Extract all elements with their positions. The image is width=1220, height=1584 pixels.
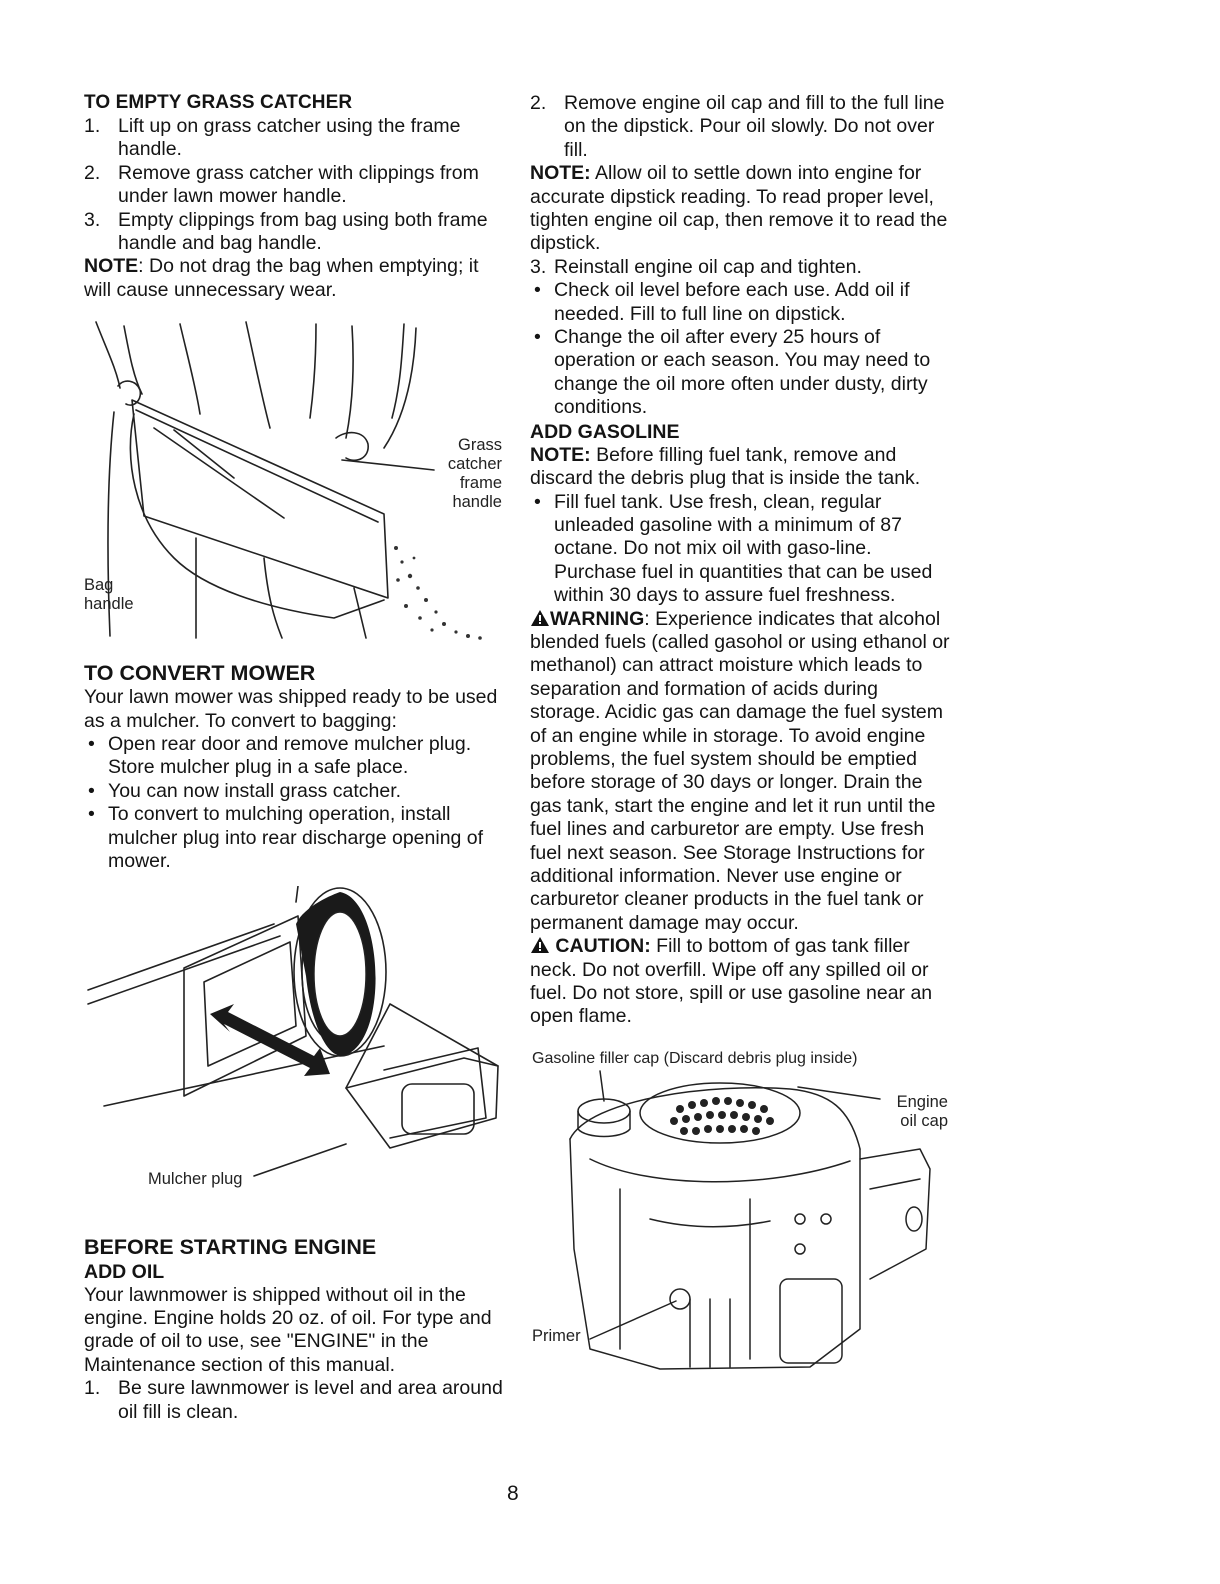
list-item [530, 256, 950, 279]
step-number: 1. [84, 115, 101, 137]
list-item: • You can now install grass catcher. [88, 779, 402, 802]
add-oil-paragraph: Your lawnmower is shipped without oil in the engine. Engine holds 20 oz. of oil. For type and grade of oil to use, see "ENGINE" in the Maintenance section of this manual. [84, 1283, 492, 1376]
list-item: • To convert to mulching operation, install mulcher plug into rear discharge opening of mower. [88, 803, 484, 873]
note-text: Before filling fuel tank, remove and discard the debris plug that is inside the tank. [530, 443, 921, 490]
note-text: : Do not drag the bag when emptying; it will cause unnecessary wear. [84, 255, 479, 301]
before-starting-engine-heading: BEFORE STARTING ENGINE [84, 1234, 377, 1259]
list-item: • Open rear door and remove mulcher plug. Store mulcher plug in a safe place. [88, 733, 472, 779]
caution-text: Fill to bottom of gas tank filler neck. Do not overfill. Wipe off any spilled oil or fuel. Do not store, spill or use gasoline near an open flame. [530, 935, 933, 1028]
list-item [84, 1377, 504, 1424]
note-label: NOTE [84, 255, 139, 278]
oil-step-3 [530, 256, 950, 279]
warning-triangle-icon [530, 609, 550, 627]
note-label: NOTE: [530, 443, 591, 466]
note-label: NOTE: [530, 162, 591, 185]
step-number: 2. [84, 161, 101, 184]
step-text: Be sure lawnmower is level and area around oil fill is clean. [118, 1377, 503, 1423]
caution-paragraph [530, 935, 950, 1029]
left-column [84, 92, 504, 1424]
list-item: • Check oil level before each use. Add oil if needed. Fill to full line on dipstick. [534, 279, 910, 325]
page-number: 8 [507, 1482, 519, 1505]
step-text: Reinstall engine oil cap and tighten. [554, 255, 862, 278]
bullet-text: Change the oil after every 25 hours of operation or each season. You may need to change the oil more often under dusty, dirty conditions. [554, 326, 931, 419]
gasoline-filler-cap-caption: Gasoline filler cap (Discard debris plug inside) [532, 1049, 858, 1067]
oil-steps-cont [530, 92, 950, 162]
bullet-text: Open rear door and remove mulcher plug. Store mulcher plug in a safe place. [108, 733, 472, 779]
oil-note [530, 162, 950, 256]
gasoline-bullets [530, 491, 950, 608]
warning-label: WARNING [550, 607, 645, 630]
empty-catcher-note [84, 255, 504, 302]
primer-label: Primer [532, 1326, 581, 1345]
empty-catcher-steps [84, 115, 504, 255]
mulcher-plug-illustration [84, 886, 504, 1228]
gasoline-note [530, 444, 950, 491]
step-text: Empty clippings from bag using both frame handle and bag handle. [118, 208, 488, 255]
step-text: Lift up on grass catcher using the frame handle. [118, 115, 461, 161]
bullet-text: Check oil level before each use. Add oil if needed. Fill to full line on dipstick. [554, 279, 910, 325]
list-item [84, 209, 504, 256]
bag-handle-label: Bag handle [84, 576, 134, 614]
list-item: • Change the oil after every 25 hours of operation or each season. You may need to change the oil more often under dusty, dirty conditions. [534, 326, 931, 419]
convert-bullets [84, 733, 504, 873]
list-item: • Fill fuel tank. Use fresh, clean, regular unleaded gasoline with a minimum of 87 octane. Do not mix oil with gaso-line. Purchase fuel in quantities that can be used within 30 days to assure fuel freshness. [534, 490, 933, 607]
engine-figure [530, 1049, 950, 1379]
step-number: 2. [530, 92, 547, 114]
empty-grass-catcher-heading: TO EMPTY GRASS CATCHER [84, 92, 353, 113]
caution-triangle-icon [530, 936, 550, 954]
step-text: Remove engine oil cap and fill to the full line on the dipstick. Pour oil slowly. Do not over fill. [564, 92, 945, 161]
list-item [530, 92, 950, 162]
caution-label: CAUTION: [555, 935, 651, 958]
warning-text: : Experience indicates that alcohol blended fuels (called gasohol or using ethanol or methanol) can attract moisture which leads to separation and formation of acids during storage. Acidic gas can damage the fuel system of an engine while in storage. To avoid engine problems, the fuel system should be emptied before storage of 30 days or longer. Drain the gas tank, start the engine and let it run until the fuel lines and carburetor are empty. Use fresh fuel next season. See Storage Instructions for additional information. Never use engine or carburetor cleaner products in the fuel tank or permanent damage may occur. [530, 607, 950, 934]
step-number: 3. [530, 255, 547, 278]
add-oil-steps [84, 1377, 504, 1424]
mulcher-plug-figure [84, 886, 504, 1228]
oil-bullets [530, 279, 950, 419]
bullet-text: Fill fuel tank. Use fresh, clean, regular unleaded gasoline with a minimum of 87 octane. Do not mix oil with gaso-line. Purchase fuel in quantities that can be used within 30 days to assure fuel freshness. [554, 490, 933, 607]
engine-oil-cap-label: Engine oil cap [896, 1092, 948, 1130]
warning-paragraph [530, 608, 950, 936]
right-column [530, 92, 950, 1379]
grass-catcher-frame-handle-label: Grass catcher frame handle [447, 436, 502, 512]
grass-catcher-figure [84, 318, 504, 650]
step-number: 3. [84, 208, 101, 231]
note-text: Allow oil to settle down into engine for accurate dipstick reading. To read proper level, tighten engine oil cap, then remove it to read the dipstick. [530, 162, 948, 255]
list-item [84, 115, 504, 162]
convert-intro: Your lawn mower was shipped ready to be used as a mulcher. To convert to bagging: [84, 686, 498, 732]
mulcher-plug-label: Mulcher plug [148, 1169, 243, 1188]
add-gasoline-heading: ADD GASOLINE [530, 420, 680, 443]
step-text: Remove grass catcher with clippings from under lawn mower handle. [118, 161, 479, 208]
bullet-text: To convert to mulching operation, install mulcher plug into rear discharge opening of mower. [108, 803, 484, 873]
bullet-text: You can now install grass catcher. [108, 779, 402, 802]
list-item [84, 162, 504, 209]
add-oil-heading: ADD OIL [84, 1260, 165, 1283]
step-number: 1. [84, 1377, 101, 1400]
convert-mower-heading: TO CONVERT MOWER [84, 661, 316, 686]
